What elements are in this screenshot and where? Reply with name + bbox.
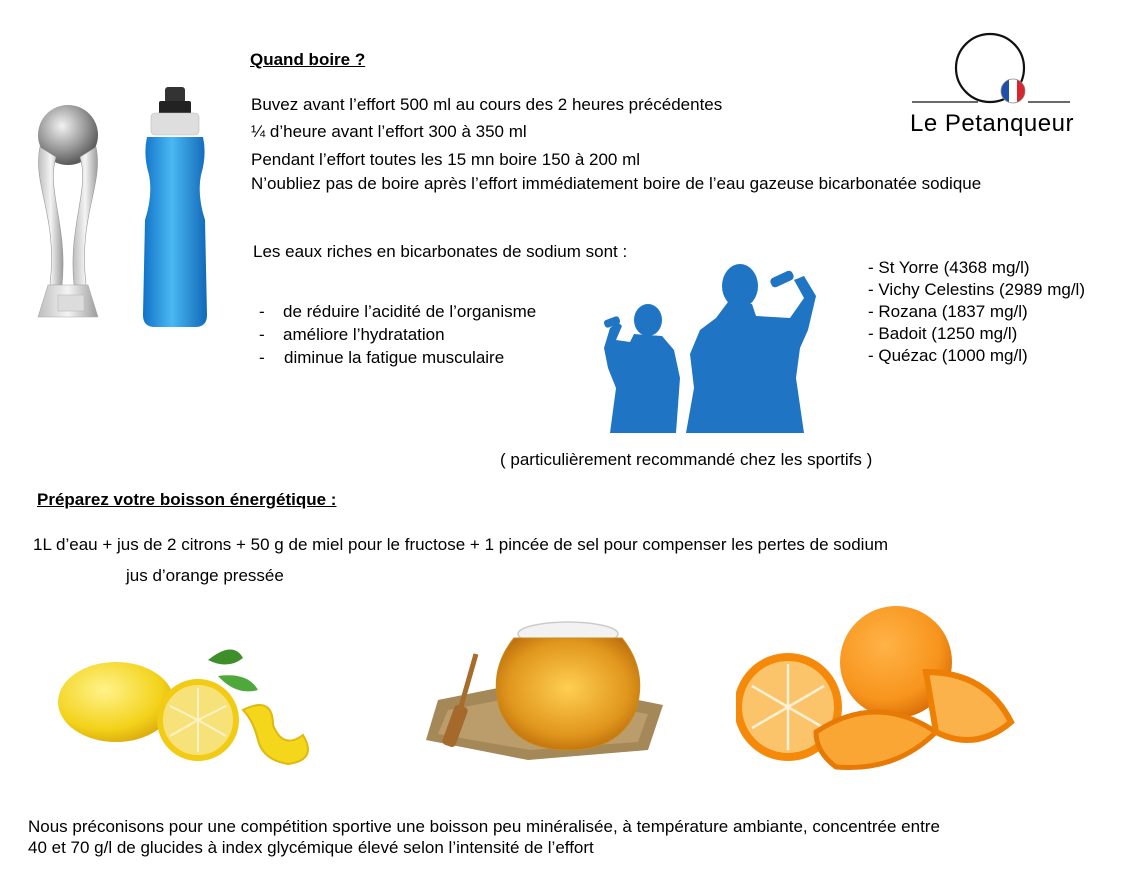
drink-advice-line-1: Buvez avant l’effort 500 ml au cours des 2 heures précédentes <box>251 95 723 114</box>
recipe-line-2: jus d’orange pressée <box>126 566 284 585</box>
water-brand-item: - Rozana (1837 mg/l) <box>868 302 1028 321</box>
benefit-item <box>259 325 445 345</box>
footer-line-2: 40 et 70 g/l de glucides à index glycémique élevé selon l’intensité de l’effort <box>28 838 594 857</box>
lemon-icon <box>58 640 343 770</box>
benefit-text: améliore l’hydratation <box>283 325 445 344</box>
section-heading-when-to-drink: Quand boire ? <box>250 50 366 69</box>
recipe-line-1: 1L d’eau + jus de 2 citrons + 50 g de miel pour le fructose + 1 pincée de sel pour compenser les pertes de sodium <box>33 535 889 554</box>
trophy-icon <box>28 95 108 330</box>
orange-icon <box>736 602 1021 777</box>
benefit-item <box>259 302 536 322</box>
water-bottle-icon <box>135 85 215 330</box>
water-brand-item: - Badoit (1250 mg/l) <box>868 324 1018 343</box>
footer-line-1: Nous préconisons pour une compétition sportive une boisson peu minéralisée, à température ambiante, concentrée entre <box>28 817 940 836</box>
bullet-dash: - <box>259 325 265 344</box>
athletes-drinking-silhouette <box>590 258 860 433</box>
benefit-text: de réduire l’acidité de l’organisme <box>283 302 537 321</box>
logo-text: Le Petanqueur <box>910 110 1074 137</box>
sports-recommendation-note: ( particulièrement recommandé chez les sportifs ) <box>500 450 873 469</box>
section-heading-energy-drink: Préparez votre boisson énergétique : <box>37 490 337 509</box>
benefit-item <box>259 348 504 368</box>
drink-advice-line-3: Pendant l’effort toutes les 15 mn boire 150 à 200 ml <box>251 150 641 169</box>
logo-emblem-icon <box>908 28 1073 110</box>
water-brand-item: - St Yorre (4368 mg/l) <box>868 258 1030 277</box>
waters-intro: Les eaux riches en bicarbonates de sodium sont : <box>253 242 628 261</box>
bullet-dash: - <box>259 348 265 367</box>
drink-advice-line-2: ¼ d’heure avant l’effort 300 à 350 ml <box>251 122 527 141</box>
water-brand-item: - Vichy Celestins (2989 mg/l) <box>868 280 1085 299</box>
bullet-dash: - <box>259 302 265 321</box>
benefit-text: diminue la fatigue musculaire <box>284 348 505 367</box>
drink-advice-line-4: N’oubliez pas de boire après l’effort immédiatement boire de l’eau gazeuse bicarbonatée sodique <box>251 174 982 193</box>
water-brand-item: - Quézac (1000 mg/l) <box>868 346 1028 365</box>
honey-jar-icon <box>418 610 673 780</box>
